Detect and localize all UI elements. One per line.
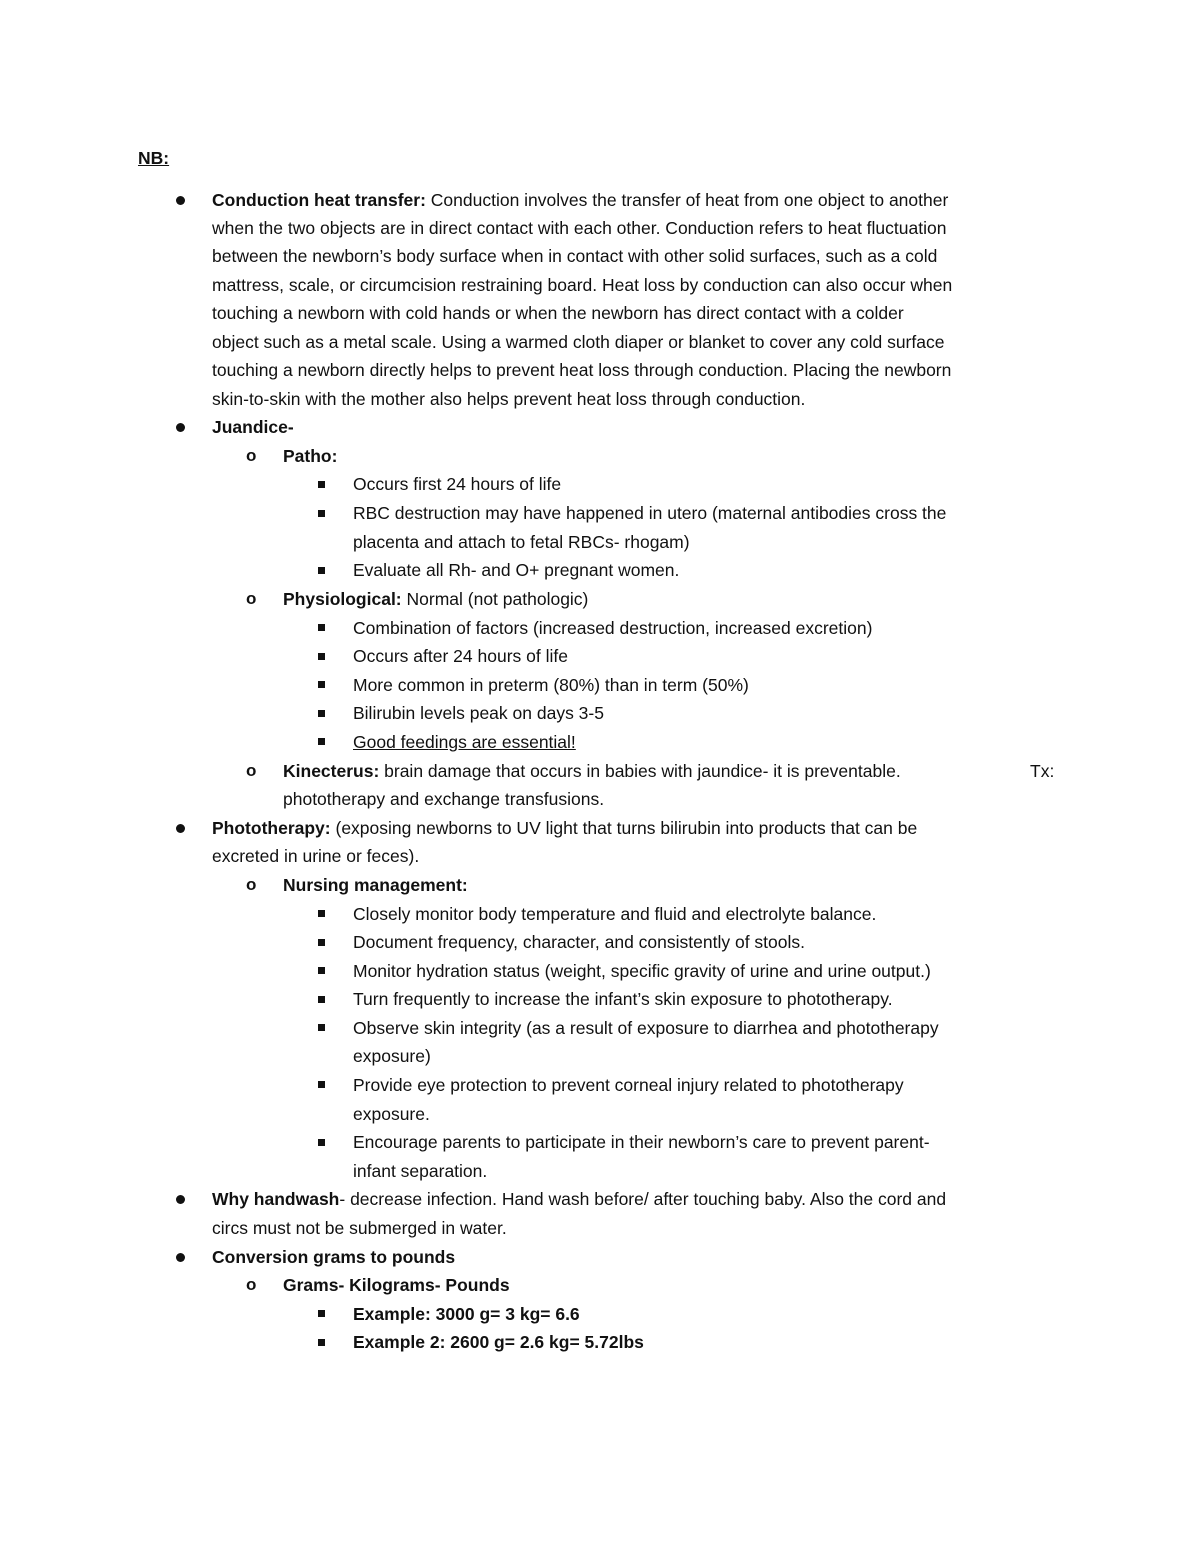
square-bullet-icon bbox=[318, 738, 325, 745]
square-bullet-icon bbox=[318, 1081, 325, 1088]
nursing-item: Observe skin integrity (as a result of exposure to diarrhea and phototherapy bbox=[353, 1018, 939, 1038]
phototherapy-text: (exposing newborns to UV light that turns bilirubin into products that can be bbox=[330, 818, 918, 838]
conduction-line: when the two objects are in direct contact with each other. Conduction refers to heat fluctuation bbox=[212, 218, 947, 238]
phototherapy-line bbox=[212, 814, 917, 843]
kinecterus-tx: Tx: bbox=[1030, 761, 1055, 781]
conduction-line: mattress, scale, or circumcision restraining board. Heat loss by conduction can also occur when bbox=[212, 275, 953, 295]
square-bullet-icon bbox=[318, 681, 325, 688]
nursing-item-continued: exposure. bbox=[353, 1104, 430, 1124]
square-bullet-icon bbox=[318, 1139, 325, 1146]
square-bullet-icon bbox=[318, 967, 325, 974]
conduction-line: between the newborn’s body surface when in contact with other solid surfaces, such as a cold bbox=[212, 246, 938, 266]
square-bullet-icon bbox=[318, 910, 325, 917]
square-bullet-icon bbox=[318, 1024, 325, 1031]
square-bullet-icon bbox=[318, 653, 325, 660]
physiological-item: Combination of factors (increased destruction, increased excretion) bbox=[353, 618, 873, 638]
square-bullet-icon bbox=[318, 939, 325, 946]
bullet-icon bbox=[176, 423, 185, 432]
nursing-item: Provide eye protection to prevent corneal injury related to phototherapy bbox=[353, 1075, 904, 1095]
physiological-line bbox=[283, 585, 588, 614]
circle-bullet-icon: o bbox=[246, 1275, 257, 1294]
phototherapy-line-2: excreted in urine or feces). bbox=[212, 846, 420, 866]
conduction-line: object such as a metal scale. Using a warmed cloth diaper or blanket to cover any cold surface bbox=[212, 332, 945, 352]
patho-item: RBC destruction may have happened in utero (maternal antibodies cross the bbox=[353, 503, 947, 523]
kinecterus-line bbox=[283, 757, 901, 786]
nursing-item: Encourage parents to participate in their newborn’s care to prevent parent- bbox=[353, 1132, 930, 1152]
square-bullet-icon bbox=[318, 1339, 325, 1346]
circle-bullet-icon: o bbox=[246, 875, 257, 894]
handwash-line bbox=[212, 1185, 946, 1214]
conduction-line: touching a newborn with cold hands or when the newborn has direct contact with a colder bbox=[212, 303, 904, 323]
nursing-title: Nursing management: bbox=[283, 875, 468, 895]
square-bullet-icon bbox=[318, 481, 325, 488]
nursing-item: Document frequency, character, and consistently of stools. bbox=[353, 932, 805, 952]
circle-bullet-icon: o bbox=[246, 761, 257, 780]
bullet-icon bbox=[176, 1195, 185, 1204]
conduction-line-1 bbox=[212, 186, 948, 215]
physiological-item: Bilirubin levels peak on days 3-5 bbox=[353, 703, 604, 723]
conversion-title: Conversion grams to pounds bbox=[212, 1247, 456, 1267]
square-bullet-icon bbox=[318, 567, 325, 574]
nursing-item-continued: infant separation. bbox=[353, 1161, 488, 1181]
physiological-item: Good feedings are essential! bbox=[353, 732, 576, 752]
patho-title: Patho: bbox=[283, 446, 338, 466]
circle-bullet-icon: o bbox=[246, 446, 257, 465]
nursing-item: Closely monitor body temperature and fluid and electrolyte balance. bbox=[353, 904, 877, 924]
conversion-sub: Grams- Kilograms- Pounds bbox=[283, 1275, 510, 1295]
jaundice-title: Juandice- bbox=[212, 417, 294, 437]
physiological-title: Physiological: bbox=[283, 589, 402, 609]
bullet-icon bbox=[176, 824, 185, 833]
conduction-line: touching a newborn directly helps to prevent heat loss through conduction. Placing the newborn bbox=[212, 360, 952, 380]
conduction-title: Conduction heat transfer: bbox=[212, 190, 426, 210]
square-bullet-icon bbox=[318, 710, 325, 717]
patho-item-continued: placenta and attach to fetal RBCs- rhogam) bbox=[353, 532, 690, 552]
patho-item: Occurs first 24 hours of life bbox=[353, 474, 562, 494]
square-bullet-icon bbox=[318, 996, 325, 1003]
conduction-text: Conduction involves the transfer of heat from one object to another bbox=[425, 190, 949, 210]
physiological-item: More common in preterm (80%) than in term (50%) bbox=[353, 675, 749, 695]
circle-bullet-icon: o bbox=[246, 589, 257, 608]
conduction-line: skin-to-skin with the mother also helps prevent heat loss through conduction. bbox=[212, 389, 806, 409]
physiological-item: Occurs after 24 hours of life bbox=[353, 646, 568, 666]
patho-item: Evaluate all Rh- and O+ pregnant women. bbox=[353, 560, 680, 580]
conversion-example: Example 2: 2600 g= 2.6 kg= 5.72lbs bbox=[353, 1332, 644, 1352]
physiological-text: Normal (not pathologic) bbox=[401, 589, 589, 609]
square-bullet-icon bbox=[318, 1310, 325, 1317]
bullet-icon bbox=[176, 196, 185, 205]
nursing-item: Turn frequently to increase the infant’s skin exposure to phototherapy. bbox=[353, 989, 893, 1009]
phototherapy-title: Phototherapy: bbox=[212, 818, 331, 838]
bullet-icon bbox=[176, 1253, 185, 1262]
square-bullet-icon bbox=[318, 624, 325, 631]
kinecterus-title: Kinecterus: bbox=[283, 761, 380, 781]
conversion-example: Example: 3000 g= 3 kg= 6.6 bbox=[353, 1304, 580, 1324]
handwash-text: - decrease infection. Hand wash before/ after touching baby. Also the cord and bbox=[339, 1189, 947, 1209]
square-bullet-icon bbox=[318, 510, 325, 517]
page-heading: NB: bbox=[138, 148, 170, 168]
kinecterus-line-2: phototherapy and exchange transfusions. bbox=[283, 789, 605, 809]
handwash-title: Why handwash bbox=[212, 1189, 340, 1209]
nursing-item-continued: exposure) bbox=[353, 1046, 431, 1066]
handwash-line-2: circs must not be submerged in water. bbox=[212, 1218, 507, 1238]
kinecterus-text: brain damage that occurs in babies with jaundice- it is preventable. bbox=[379, 761, 901, 781]
nursing-item: Monitor hydration status (weight, specific gravity of urine and urine output.) bbox=[353, 961, 931, 981]
